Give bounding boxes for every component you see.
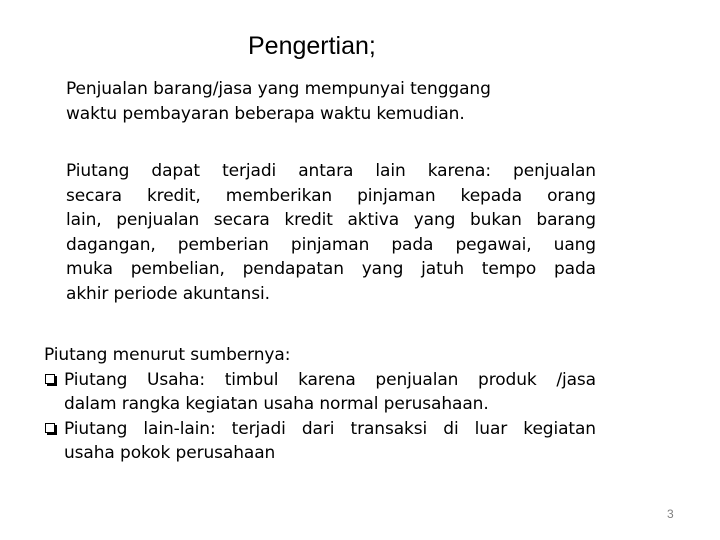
page-number: 3 [667,507,674,521]
slide-title: Pengertian; [248,32,376,60]
causes-line: muka pembelian, pendapatan yang jatuh tempo pada [66,259,596,279]
sources-heading: Piutang menurut sumbernya: [44,345,291,365]
causes-line: akhir periode akuntansi. [66,283,270,304]
definition-line: waktu pembayaran beberapa waktu kemudian. [66,103,465,124]
checkbox-bullet-icon [45,374,55,384]
bullet-line: Piutang lain-lain: terjadi dari transaksi di luar kegiatan [64,418,596,439]
causes-line: secara kredit, memberikan pinjaman kepada orang [66,185,596,206]
causes-line: lain, penjualan secara kredit aktiva yang bukan barang [66,210,596,230]
causes-line: Piutang dapat terjadi antara lain karena: penjualan [66,161,596,181]
causes-line: dagangan, pemberian pinjaman pada pegawai, uang [66,234,596,255]
checkbox-bullet-icon [45,423,55,433]
bullet-line: dalam rangka kegiatan usaha normal perusahaan. [64,394,489,414]
definition-line: Penjualan barang/jasa yang mempunyai tenggang [66,79,491,99]
bullet-line: Piutang Usaha: timbul karena penjualan produk /jasa [64,369,596,390]
definition-paragraph [66,77,596,126]
sources-section [44,343,596,466]
bullet-item-piutang-usaha [44,368,596,417]
bullet-line: usaha pokok perusahaan [64,443,276,463]
bullet-item-piutang-lain-lain [44,417,596,466]
causes-paragraph [66,159,596,306]
